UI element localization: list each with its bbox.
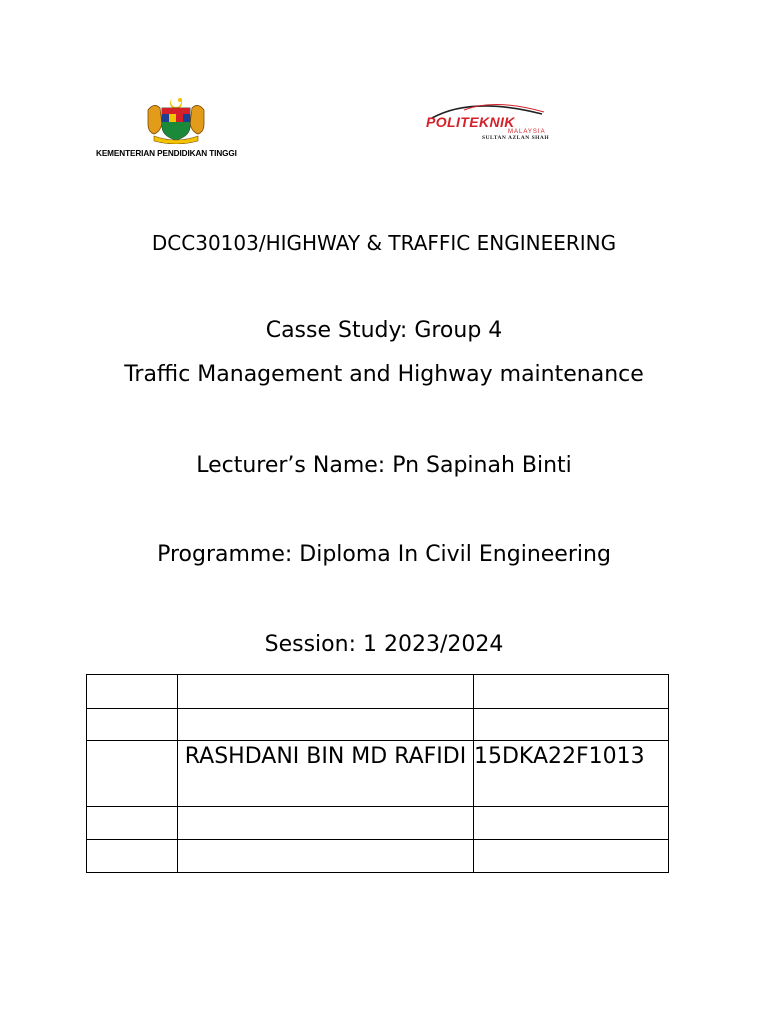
lecturer-name: Lecturer’s Name: Pn Sapinah Binti: [196, 453, 572, 478]
session-label: Session: 1 2023/2024: [264, 632, 504, 657]
member-name-cell: [178, 807, 474, 840]
brand-country: MALAYSIA: [508, 129, 546, 135]
member-name-cell: [178, 709, 474, 741]
brand-campus: SULTAN AZLAN SHAH: [482, 135, 550, 141]
member-id-cell: [474, 807, 669, 840]
case-study-title: Casse Study: Group 4: [265, 318, 503, 343]
table-row: [87, 675, 669, 709]
member-id-cell: [474, 675, 669, 709]
members-table: [86, 674, 669, 873]
politeknik-logo: [424, 100, 554, 144]
member-name-cell: [178, 675, 474, 709]
course-title: DCC30103/HIGHWAY & TRAFFIC ENGINEERING: [151, 231, 617, 255]
member-name-cell: [178, 840, 474, 873]
member-no-cell: [87, 807, 178, 840]
member-no-cell: [87, 840, 178, 873]
malaysia-coat-of-arms-icon: [144, 96, 208, 144]
member-no-cell: [87, 675, 178, 709]
ministry-name: KEMENTERIAN PENDIDIKAN TINGGI: [96, 149, 237, 158]
member-id-cell: [474, 709, 669, 741]
table-row: [87, 741, 669, 807]
table-row: [87, 709, 669, 741]
topic-title: Traffic Management and Highway maintenance: [124, 362, 644, 387]
ministry-logo: [96, 96, 258, 162]
brand-name: POLITEKNIK: [426, 114, 515, 130]
table-row: [87, 807, 669, 840]
member-name-cell: RASHDANI BIN MD RAFIDI: [178, 741, 474, 807]
member-no-cell: [87, 709, 178, 741]
member-id-cell: [474, 840, 669, 873]
table-row: [87, 840, 669, 873]
member-no-cell: [87, 741, 178, 807]
programme-name: Programme: Diploma In Civil Engineering: [157, 542, 611, 567]
member-id-cell: 15DKA22F1013: [474, 741, 669, 807]
